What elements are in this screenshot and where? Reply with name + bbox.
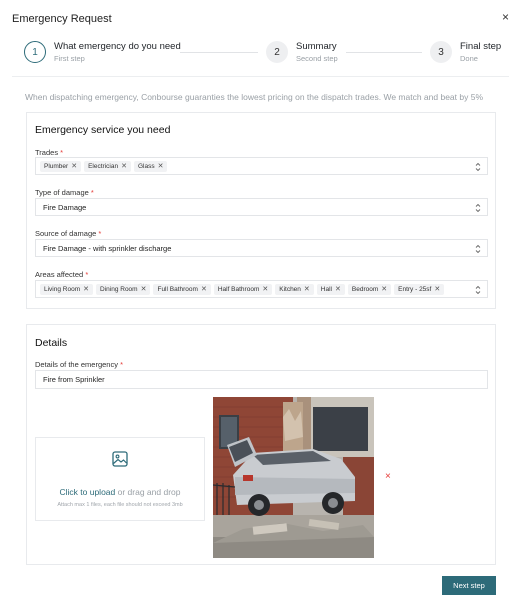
remove-chip-icon[interactable]: ✕ (140, 286, 147, 293)
step-2-number: 2 (266, 41, 288, 63)
step-1-title: What emergency do you need (54, 41, 181, 52)
click-to-upload-link[interactable]: Click to upload (59, 487, 116, 497)
drag-drop-text: or drag and drop (117, 487, 181, 497)
areas-affected-label: Areas affected * (35, 270, 89, 279)
modal-title: Emergency Request (12, 13, 112, 25)
step-1[interactable] (24, 40, 204, 70)
chevron-updown-icon (475, 244, 481, 254)
step-1-number: 1 (24, 41, 46, 63)
trades-label: Trades * (35, 148, 64, 157)
emergency-section-title: Emergency service you need (35, 124, 171, 136)
chevron-updown-icon (475, 162, 481, 172)
required-mark: * (90, 188, 94, 197)
close-icon[interactable]: × (501, 10, 509, 24)
details-section-title: Details (35, 337, 68, 349)
step-1-subtitle: First step (54, 54, 85, 63)
remove-chip-icon[interactable]: ✕ (335, 286, 341, 293)
chip-glass: Glass ✕ (134, 161, 168, 172)
file-upload-dropzone[interactable] (35, 437, 205, 521)
remove-chip-icon[interactable]: ✕ (121, 163, 127, 170)
type-of-damage-select[interactable] (35, 198, 488, 216)
step-2-title: Summary (296, 41, 337, 52)
remove-photo-icon[interactable]: × (385, 471, 391, 482)
chevron-updown-icon (475, 203, 481, 213)
remove-chip-icon[interactable]: ✕ (71, 163, 78, 170)
chip-half-bathroom: Half Bathroom ✕ (214, 284, 272, 295)
step-3-number: 3 (430, 41, 452, 63)
emergency-service-card (26, 112, 496, 309)
chevron-updown-icon (475, 285, 481, 295)
required-mark: * (98, 229, 102, 238)
areas-affected-select[interactable] (35, 280, 488, 298)
header-divider (12, 76, 509, 77)
remove-chip-icon[interactable]: ✕ (381, 286, 388, 293)
image-icon (112, 451, 128, 467)
type-of-damage-label: Type of damage * (35, 188, 94, 197)
details-card (26, 324, 496, 565)
chip-hall: Hall ✕ (317, 284, 345, 295)
upload-hint: Attach max 1 files, each file should not exceed 3mb (57, 502, 183, 508)
uploaded-photo (213, 397, 374, 558)
step-connector (180, 52, 258, 53)
details-input[interactable] (35, 370, 488, 389)
chip-kitchen: Kitchen ✕ (275, 284, 314, 295)
required-mark: * (60, 148, 64, 157)
chip-bedroom: Bedroom ✕ (348, 284, 391, 295)
next-step-button[interactable]: Next step (442, 576, 496, 595)
details-label: Details of the emergency * (35, 360, 123, 369)
required-mark: * (120, 360, 123, 369)
trades-select[interactable] (35, 157, 488, 175)
step-2[interactable] (266, 40, 386, 70)
step-3[interactable] (430, 40, 506, 70)
stepper (24, 40, 506, 70)
chip-dining-room: Dining Room ✕ (96, 284, 150, 295)
step-3-subtitle: Done (460, 54, 478, 63)
chip-plumber: Plumber ✕ (40, 161, 81, 172)
chip-living-room: Living Room ✕ (40, 284, 93, 295)
remove-chip-icon[interactable]: ✕ (303, 286, 310, 293)
source-of-damage-value: Fire Damage - with sprinkler discharge (43, 244, 172, 253)
remove-chip-icon[interactable]: ✕ (434, 286, 441, 293)
step-connector (346, 52, 422, 53)
pricing-info-text: When dispatching emergency, Conbourse guaranties the lowest pricing on the dispatch trades. We match and beat by 5% (25, 92, 484, 102)
chip-electrician: Electrician ✕ (84, 161, 131, 172)
step-2-subtitle: Second step (296, 54, 338, 63)
source-of-damage-label: Source of damage * (35, 229, 102, 238)
remove-chip-icon[interactable]: ✕ (157, 163, 164, 170)
chip-full-bathroom: Full Bathroom ✕ (153, 284, 210, 295)
required-mark: * (85, 270, 89, 279)
remove-chip-icon[interactable]: ✕ (262, 286, 269, 293)
remove-chip-icon[interactable]: ✕ (83, 286, 90, 293)
chip-entry: Entry - 25sf ✕ (394, 284, 444, 295)
type-of-damage-value: Fire Damage (43, 203, 87, 212)
remove-chip-icon[interactable]: ✕ (200, 286, 207, 293)
step-3-title: Final step (460, 41, 502, 52)
source-of-damage-select[interactable] (35, 239, 488, 257)
details-value: Fire from Sprinkler (43, 375, 105, 384)
